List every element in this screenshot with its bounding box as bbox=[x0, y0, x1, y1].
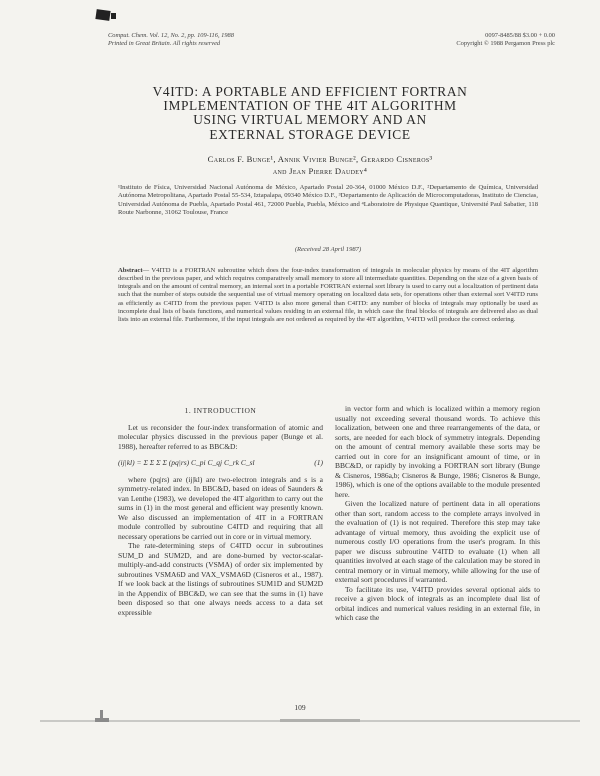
journal-line: Comput. Chem. Vol. 12, No. 2, pp. 109-116, 1988 bbox=[108, 32, 234, 39]
paragraph: Let us reconsider the four-index transformation of atomic and molecular physics discussed in the previous paper (Bunge et al. 1988), hereafter referred to as BBC&D: bbox=[118, 422, 323, 451]
title-line: USING VIRTUAL MEMORY AND AN bbox=[193, 112, 427, 128]
equation-number: (1) bbox=[314, 458, 323, 467]
paragraph: where (pq|rs) are (ij|kl) are two-electron integrals and s is a symmetry-related index. In BBC&D, based on ideas of Saunders & van Lenthe (1983), we developed the 4IT algorithm to carry out the sums in (1) in the most general and efficient way presently known. We also discussed an implementation of 4IT in a FORTRAN module controlled by subroutine C4ITD and requiring that all necessary operations be carried out in core or in virtual memory. bbox=[118, 474, 323, 541]
scan-shadow-spike bbox=[95, 718, 109, 722]
title-line: V4ITD: A PORTABLE AND EFFICIENT FORTRAN bbox=[152, 84, 468, 99]
issn: 0097-8485/88 $3.00 + 0.00 bbox=[485, 32, 555, 39]
received-date: (Received 28 April 1987) bbox=[294, 246, 362, 253]
title-line: EXTERNAL STORAGE DEVICE bbox=[209, 126, 411, 142]
title-line: IMPLEMENTATION OF THE 4IT ALGORITHM bbox=[163, 98, 457, 114]
scan-shadow bbox=[40, 708, 580, 722]
paper-title bbox=[90, 85, 530, 142]
paragraph: Given the localized nature of pertinent data in all operations other than sort, random access to the complete arrays involved in the evaluation of (1) is not required. Therefore this step may take advantage of virtual memory, thus avoiding the explicit use of numerous costly I/O operations from the user's program. In this paper we discuss subroutine V4ITD to evaluate (1) when all quantities involved at each stage of the calculation may be stored in central memory or in virtual memory, while allowing for the use of external sort procedures if warranted. bbox=[335, 499, 540, 584]
right-column bbox=[335, 404, 540, 623]
journal-citation bbox=[108, 32, 234, 48]
paragraph: in vector form and which is localized within a memory region usually not exceeding several thousand words. To achieve this localization, between one and three rearrangements of the data, or sorts, are needed for each block of symmetry integrals. Depending on the amount of central memory available these sorts may be carried out in core for an insignificant amount of time, or in BBC&D, or rapidly by invoking a FORTRAN sort library (Bunge & Cisneros, 1986a,b; Cisneros & Bunge, 1986; Cisneros & Bunge, 1986), which is one of the options available to the module presented here. bbox=[335, 404, 540, 499]
scan-shadow-spike bbox=[280, 719, 360, 722]
abstract-label: Abstract bbox=[118, 267, 143, 274]
copyright-block bbox=[456, 32, 555, 48]
equation-body: (ij|kl) = Σ Σ Σ Σ (pq|rs) C_pi C_qj C_rk C_sl bbox=[118, 458, 255, 467]
scan-mark bbox=[95, 9, 110, 21]
page-number: 109 bbox=[294, 703, 306, 712]
scan-mark bbox=[111, 13, 116, 19]
journal-line: Printed in Great Britain. All rights reserved bbox=[108, 40, 221, 47]
paragraph: To facilitate its use, V4ITD provides several optional aids to receive a given block of integrals as an incomplete dual list of orbital indices and numerical values residing in an external file, in which case the bbox=[335, 584, 540, 622]
left-column bbox=[118, 404, 323, 617]
abstract bbox=[118, 267, 538, 324]
author-line: and Jean Pierre Daudey⁴ bbox=[272, 165, 368, 176]
author-line: Carlos F. Bunge¹, Annik Vivier Bunge², Gerardo Cisneros³ bbox=[207, 154, 433, 164]
section-heading: 1. INTRODUCTION bbox=[184, 406, 257, 415]
equation bbox=[118, 458, 323, 468]
abstract-text: — V4ITD is a FORTRAN subroutine which does the four-index transformation of integrals in molecular physics by means of the 4IT algorithm described in the previous paper, and which requires comparatively small memory to store all intermediate quantities. Depending on the size of a given basis of integrals and on the amount of central memory, an internal sort in a portable FORTRAN external sort library is used to carry out a localization of pertinent data such that the number of steps outside the sequential use of virtual memory operating on localized data sets, for operations other than external sort V4ITD runs as efficiently as C4ITD from the previous paper. V4ITD is also more general than C4ITD: any number of blocks of integrals may optionally be used as incomplete dual lists of basis functions, and numerical values residing in an external file, in which case the final blocks of integrals are delivered also as dual lists into an external file. Furthermore, if the input integrals are not ordered as required by the 4IT algorithm, V4ITD will produce the correct ordering. bbox=[118, 267, 538, 323]
paragraph: The rate-determining steps of C4ITD occur in subroutines SUM_D and SUM2D, and are done-burned by vector-scalar-multiply-and-add constructs (VSMA) of order six implemented by subroutines VSMA6D and VAX_VSMA6D (Cisneros et al., 1987). If we look back at the listings of subroutines SUM1D and SUM2D in the Appendix of BBC&D, we can see that the sums in (1) have been disposed so that one always needs access to a data set expressible bbox=[118, 541, 323, 617]
affiliations: ¹Instituto de Física, Universidad Nacional Autónoma de México, Apartado Postal 20-364, 01000 México D.F., ²Departamento de Química, Universidad Autónoma Metropolitana, Apartado Postal 55-534, Iztapalapa, 09340 México D.F., ³Departamento de Aplicación de Microcomputadoras, Instituto de Ciencias, Universidad Autónoma de Puebla, Apartado Postal 461, 72000 Puebla, Puebla, México and ⁴Laboratoire de Physique Quantique, Université Paul Sabatier, 118 Route Narbonne, 31062 Toulouse, France bbox=[118, 184, 538, 216]
author-list bbox=[110, 154, 530, 177]
copyright: Copyright © 1988 Pergamon Press plc bbox=[456, 40, 555, 47]
